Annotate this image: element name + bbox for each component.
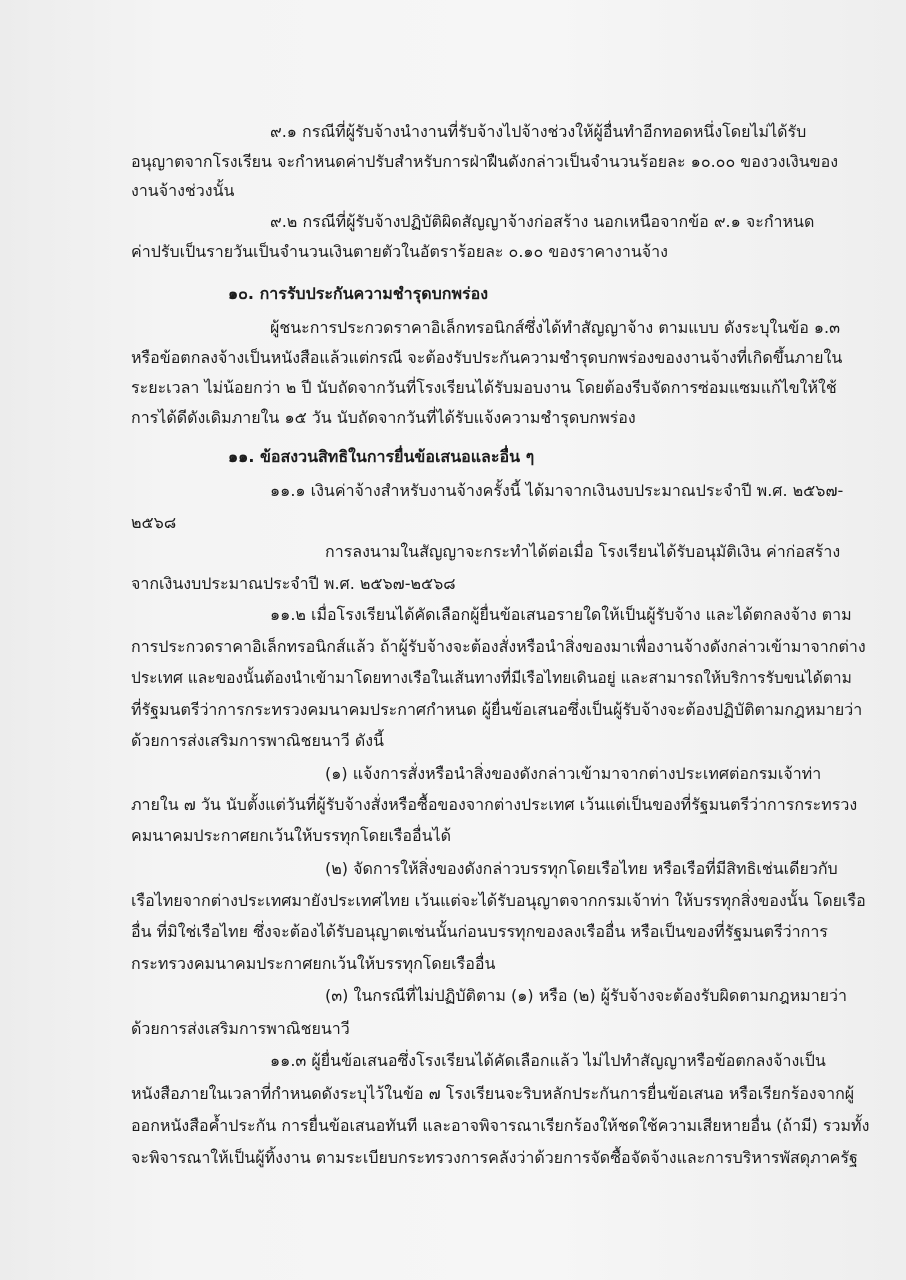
- item-2-line-3: อื่น ที่มิใช่เรือไทย ซึ่งจะต้องได้รับอนุญาตเช่นนั้นก่อนบรรทุกของลงเรืออื่น หรือเป็นของที่รัฐมนตรีว่าการ: [131, 922, 828, 941]
- clause-9-2-line-2: ค่าปรับเป็นรายวันเป็นจำนวนเงินตายตัวในอัตราร้อยละ ๐.๑๐ ของราคางานจ้าง: [131, 242, 668, 261]
- clause-11-2-line-2: การประกวดราคาอิเล็กทรอนิกส์แล้ว ถ้าผู้รับจ้างจะต้องสั่งหรือนำสิ่งของมาเพื่องานจ้างดังกล่าวเข้ามาจากต่าง: [131, 637, 866, 656]
- clause-11-1-line-1: ๑๑.๑ เงินค่าจ้างสำหรับงานจ้างครั้งนี้ ได้มาจากเงินงบประมาณประจำปี พ.ศ. ๒๕๖๗-: [270, 481, 844, 500]
- item-2-line-4: กระทรวงคมนาคมประกาศยกเว้นให้บรรทุกโดยเรืออื่น: [131, 954, 496, 973]
- clause-11-3-line-3: ออกหนังสือค้ำประกัน การยื่นข้อเสนอทันที และอาจพิจารณาเรียกร้องให้ชดใช้ความเสียหายอื่น (ถ้ามี) รวมทั้ง: [131, 1116, 870, 1135]
- item-2-line-1: (๒) จัดการให้สิ่งของดังกล่าวบรรทุกโดยเรือไทย หรือเรือที่มีสิทธิเช่นเดียวกับ: [325, 859, 838, 878]
- clause-11-1-line-2: ๒๕๖๘: [131, 513, 177, 532]
- clause-11-3-line-2: หนังสือภายในเวลาที่กำหนดดังระบุไว้ในข้อ ๗ โรงเรียนจะริบหลักประกันการยื่นข้อเสนอ หรือเรียกร้องจากผู้: [131, 1084, 855, 1103]
- clause-11-2-line-4: ที่รัฐมนตรีว่าการกระทรวงคมนาคมประกาศกำหนด ผู้ยื่นข้อเสนอซึ่งเป็นผู้รับจ้างจะต้องปฏิบัติตามกฎหมายว่า: [131, 700, 863, 719]
- clause-11-3-line-4: จะพิจารณาให้เป็นผู้ทิ้งงาน ตามระเบียบกระทรวงการคลังว่าด้วยการจัดซื้อจัดจ้างและการบริหารพัสดุภาครัฐ: [131, 1148, 858, 1167]
- clause-9-1-line-3: งานจ้างช่วงนั้น: [131, 181, 235, 200]
- clause-9-2-line-1: ๙.๒ กรณีที่ผู้รับจ้างปฏิบัติผิดสัญญาจ้างก่อสร้าง นอกเหนือจากข้อ ๙.๑ จะกำหนด: [270, 212, 815, 231]
- section-10-line-2: หรือข้อตกลงจ้างเป็นหนังสือแล้วแต่กรณี จะต้องรับประกันความชำรุดบกพร่องของงานจ้างที่เกิดขึ้นภายใน: [131, 348, 843, 367]
- section-10-line-3: ระยะเวลา ไม่น้อยกว่า ๒ ปี นับถัดจากวันที่โรงเรียนได้รับมอบงาน โดยต้องรีบจัดการซ่อมแซมแก้ไขให้ใช้: [131, 378, 837, 397]
- section-10-heading: ๑๐. การรับประกันความชำรุดบกพร่อง: [228, 284, 489, 303]
- item-1-line-3: คมนาคมประกาศยกเว้นให้บรรทุกโดยเรืออื่นได้: [131, 826, 451, 845]
- item-2-line-2: เรือไทยจากต่างประเทศมายังประเทศไทย เว้นแต่จะได้รับอนุญาตจากกรมเจ้าท่า ให้บรรทุกสิ่งของนั้น โดยเรือ: [131, 891, 866, 910]
- clause-9-1-line-1: ๙.๑ กรณีที่ผู้รับจ้างนำงานที่รับจ้างไปจ้างช่วงให้ผู้อื่นทำอีกทอดหนึ่งโดยไม่ได้รับ: [270, 122, 807, 141]
- item-1-line-1: (๑) แจ้งการสั่งหรือนำสิ่งของดังกล่าวเข้ามาจากต่างประเทศต่อกรมเจ้าท่า: [325, 764, 822, 783]
- clause-11-1-line-3: การลงนามในสัญญาจะกระทำได้ต่อเมื่อ โรงเรียนได้รับอนุมัติเงิน ค่าก่อสร้าง: [325, 542, 841, 561]
- section-10-line-1: ผู้ชนะการประกวดราคาอิเล็กทรอนิกส์ซึ่งได้ทำสัญญาจ้าง ตามแบบ ดังระบุในข้อ ๑.๓: [270, 318, 841, 337]
- clause-9-1-line-2: อนุญาตจากโรงเรียน จะกำหนดค่าปรับสำหรับการฝ่าฝืนดังกล่าวเป็นจำนวนร้อยละ ๑๐.๐๐ ของวงเงินของ: [131, 152, 839, 171]
- section-10-line-4: การได้ดีดังเดิมภายใน ๑๕ วัน นับถัดจากวันที่ได้รับแจ้งความชำรุดบกพร่อง: [131, 408, 636, 427]
- item-1-line-2: ภายใน ๗ วัน นับตั้งแต่วันที่ผู้รับจ้างสั่งหรือซื้อของจากต่างประเทศ เว้นแต่เป็นของที่รัฐมนตรีว่าการกระทรวง: [131, 795, 858, 814]
- clause-11-2-line-5: ด้วยการส่งเสริมการพาณิชยนาวี ดังนี้: [131, 731, 384, 750]
- item-3-line-2: ด้วยการส่งเสริมการพาณิชยนาวี: [131, 1019, 350, 1038]
- clause-11-2-line-3: ประเทศ และของนั้นต้องนำเข้ามาโดยทางเรือในเส้นทางที่มีเรือไทยเดินอยู่ และสามารถให้บริการรับขนได้ตาม: [131, 669, 852, 687]
- item-3-line-1: (๓) ในกรณีที่ไม่ปฏิบัติตาม (๑) หรือ (๒) ผู้รับจ้างจะต้องรับผิดตามกฎหมายว่า: [325, 986, 848, 1005]
- clause-11-1-line-4: จากเงินงบประมาณประจำปี พ.ศ. ๒๕๖๗-๒๕๖๘: [131, 574, 456, 593]
- section-11-heading: ๑๑. ข้อสงวนสิทธิในการยื่นข้อเสนอและอื่น ๆ: [228, 447, 535, 466]
- clause-11-3-line-1: ๑๑.๓ ผู้ยื่นข้อเสนอซึ่งโรงเรียนได้คัดเลือกแล้ว ไม่ไปทำสัญญาหรือข้อตกลงจ้างเป็น: [270, 1051, 826, 1070]
- clause-11-2-line-1: ๑๑.๒ เมื่อโรงเรียนได้คัดเลือกผู้ยื่นข้อเสนอรายใดให้เป็นผู้รับจ้าง และได้ตกลงจ้าง ตาม: [270, 605, 852, 624]
